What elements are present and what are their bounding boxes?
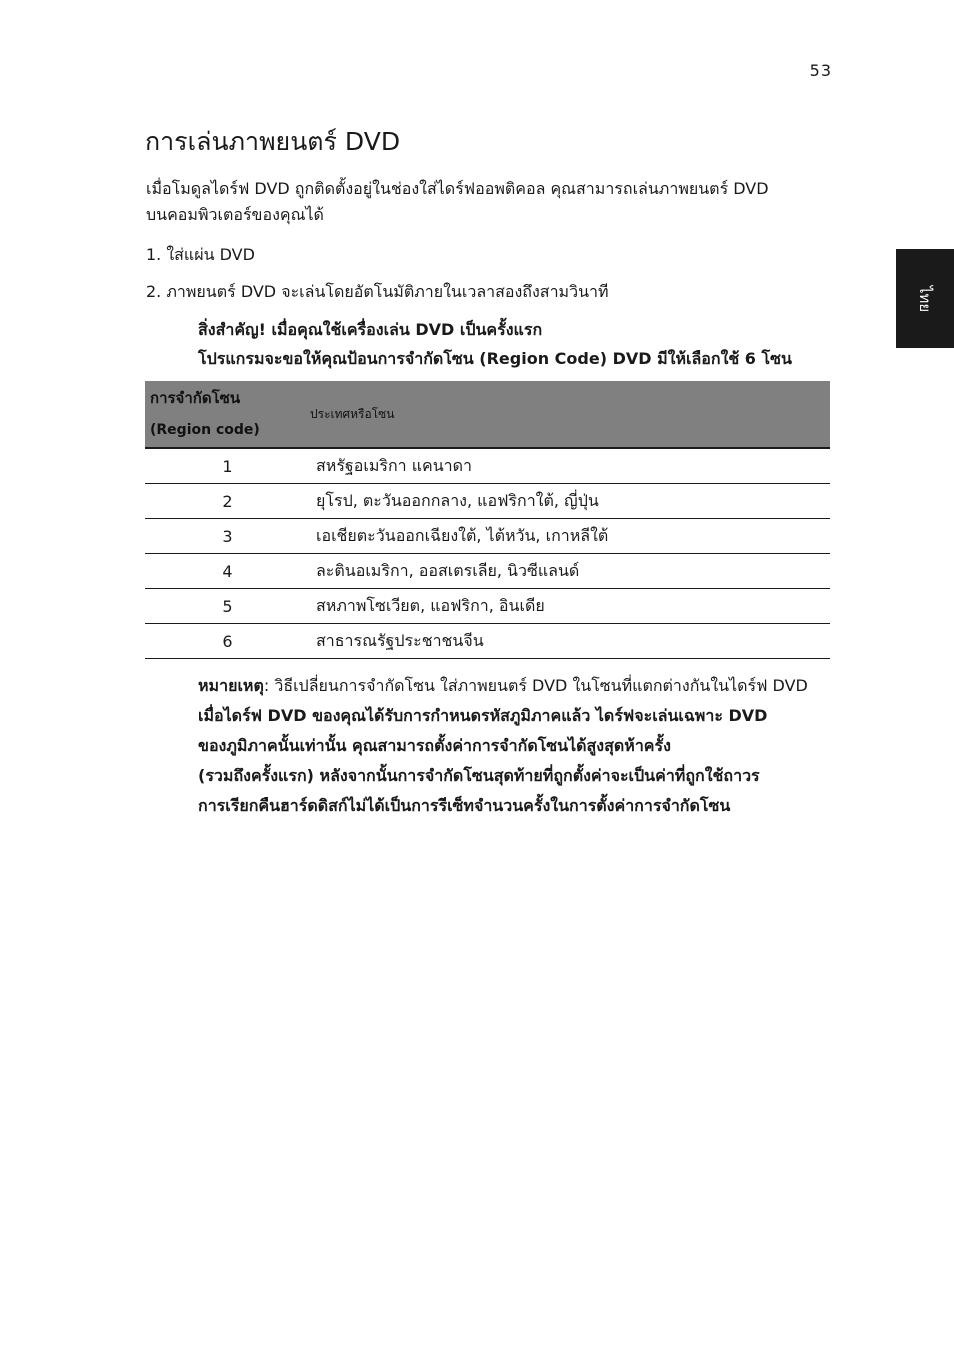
country-cell: สาธารณรัฐประชาชนจีน [310,624,830,659]
region-code-cell: 6 [145,624,310,659]
table-row [145,624,830,659]
country-cell: ยุโรป, ตะวันออกกลาง, แอฟริกาใต้, ญี่ปุ่น [310,484,830,519]
table-row [145,448,830,484]
header-region-code-en: (Region code) [150,421,260,438]
note-label: หมายเหตุ [198,676,264,695]
note-line-3: ของภูมิภาคนั้นเท่านั้น คุณสามารถตั้งค่าการจำกัดโซนได้สูงสุดห้าครั้ง [198,736,671,755]
table-header-row [145,381,830,448]
region-code-cell: 2 [145,484,310,519]
note-line-2: เมื่อไดร์ฟ DVD ของคุณได้รับการกำหนดรหัสภูมิภาคแล้ว ไดร์ฟจะเล่นเฉพาะ DVD [198,706,768,725]
header-region-code [145,381,310,448]
note-line-1: : วิธีเปลี่ยนการจำกัดโซน ใส่ภาพยนตร์ DVD ในโซนที่แตกต่างกันในไดร์ฟ DVD [263,676,808,695]
note-line-4: (รวมถึงครั้งแรก) หลังจากนั้นการจำกัดโซนสุดท้ายที่ถูกตั้งค่าจะเป็นค่าที่ถูกใช้ถาวร [198,766,760,785]
header-country: ประเทศหรือโซน [310,381,830,448]
table-row [145,589,830,624]
region-code-cell: 5 [145,589,310,624]
country-cell: เอเชียตะวันออกเฉียงใต้, ไต้หวัน, เกาหลีใต้ [310,519,830,554]
region-code-cell: 4 [145,554,310,589]
country-cell: ละตินอเมริกา, ออสเตรเลีย, นิวซีแลนด์ [310,554,830,589]
language-tab [896,249,954,348]
country-cell: สหรัฐอเมริกา แคนาดา [310,448,830,484]
intro-line-2: บนคอมพิวเตอร์ของคุณได้ [146,205,324,224]
note-line-5: การเรียกคืนฮาร์ดดิสก์ไม่ได้เป็นการรีเซ็ทจำนวนครั้งในการตั้งค่าการจำกัดโซน [198,796,731,815]
region-code-cell: 3 [145,519,310,554]
intro-paragraph [146,176,769,228]
note-paragraph [198,671,808,821]
intro-line-1: เมื่อโมดูลไดร์ฟ DVD ถูกติดตั้งอยู่ในช่องใส่ไดร์ฟออพติคอล คุณสามารถเล่นภาพยนตร์ DVD [146,179,769,198]
important-line-2: โปรแกรมจะขอให้คุณป้อนการจำกัดโซน (Region Code) DVD มีให้เลือกใช้ 6 โซน [198,349,792,368]
region-code-cell: 1 [145,448,310,484]
important-notice [198,315,792,373]
table-row [145,554,830,589]
region-code-table [145,381,830,659]
step-2: 2. ภาพยนตร์ DVD จะเล่นโดยอัตโนมัติภายในเวลาสองถึงสามวินาที [146,282,609,301]
language-tab-label: ไทย [915,285,934,312]
header-region-code-th: การจำกัดโซน [150,388,241,407]
step-1: 1. ใส่แผ่น DVD [146,245,255,264]
country-cell: สหภาพโซเวียต, แอฟริกา, อินเดีย [310,589,830,624]
table-row [145,519,830,554]
page-title: การเล่นภาพยนตร์ DVD [145,127,401,156]
page-number: 53 [809,61,832,80]
important-line-1: สิ่งสำคัญ! เมื่อคุณใช้เครื่องเล่น DVD เป็นครั้งแรก [198,320,543,339]
table-row [145,484,830,519]
